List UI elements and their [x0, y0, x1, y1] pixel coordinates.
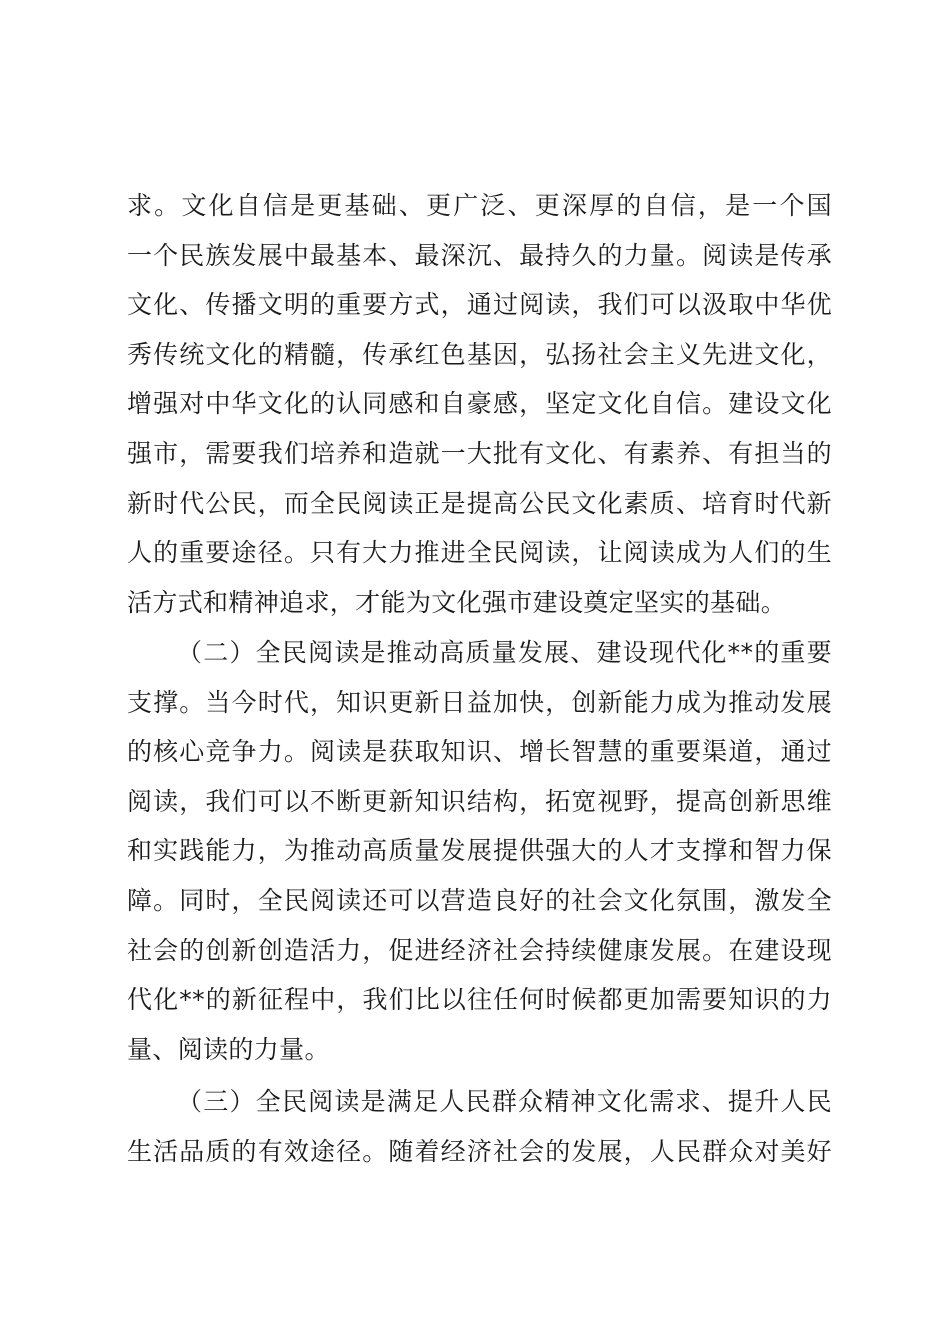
- paragraph-line: 增强对中华文化的认同感和自豪感，坚定文化自信。建设文化: [127, 389, 832, 419]
- paragraph-line: 活方式和精神追求，才能为文化强市建设奠定坚实的基础。: [127, 587, 787, 617]
- paragraph-line: 生活品质的有效途径。随着经济社会的发展，人民群众对美好: [127, 1136, 832, 1166]
- paragraph-line: 文化、传播文明的重要方式，通过阅读，我们可以汲取中华优: [127, 290, 832, 320]
- paragraph-line: 人的重要途径。只有大力推进全民阅读，让阅读成为人们的生: [127, 538, 832, 568]
- paragraph-line: 和实践能力，为推动高质量发展提供强大的人才支撑和智力保: [127, 836, 832, 866]
- paragraph-line: 支撑。当今时代，知识更新日益加快，创新能力成为推动发展: [127, 687, 832, 717]
- paragraph-line: 社会的创新创造活力，促进经济社会持续健康发展。在建设现: [127, 935, 832, 965]
- paragraph-line: 新时代公民，而全民阅读正是提高公民文化素质、培育时代新: [127, 488, 832, 518]
- paragraph-line: 量、阅读的力量。: [127, 1034, 330, 1064]
- paragraph-line: 的核心竞争力。阅读是获取知识、增长智慧的重要渠道，通过: [127, 737, 832, 767]
- paragraph-line: 强市，需要我们培养和造就一大批有文化、有素养、有担当的: [127, 438, 832, 468]
- paragraph-line: 代化**的新征程中，我们比以往任何时候都更加需要知识的力: [127, 985, 832, 1015]
- paragraph-line: 秀传统文化的精髓，传承红色基因，弘扬社会主义先进文化，: [127, 339, 832, 369]
- paragraph-line: 障。同时，全民阅读还可以营造良好的社会文化氛围，激发全: [127, 885, 832, 915]
- section-heading-line: （三）全民阅读是满足人民群众精神文化需求、提升人民: [177, 1087, 832, 1116]
- paragraph-spiritual-needs: [127, 1077, 832, 1176]
- paragraph-line: 求。文化自信是更基础、更广泛、更深厚的自信，是一个国: [127, 191, 832, 220]
- paragraph-line: 阅读，我们可以不断更新知识结构，拓宽视野，提高创新思维: [127, 786, 832, 816]
- paragraph-culture-confidence: [127, 181, 832, 627]
- section-heading-line: （二）全民阅读是推动高质量发展、建设现代化**的重要: [177, 638, 832, 667]
- paragraph-high-quality-development: [127, 628, 832, 1074]
- paragraph-line: 一个民族发展中最基本、最深沉、最持久的力量。阅读是传承: [127, 240, 832, 270]
